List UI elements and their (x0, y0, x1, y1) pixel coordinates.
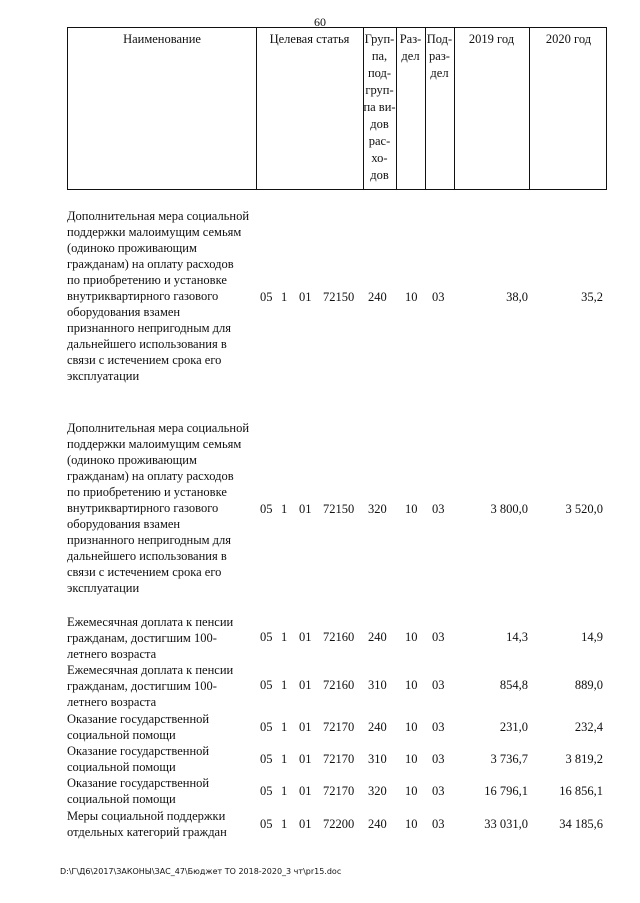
row-name: Ежемесячная доплата к пенсии гражданам, достигшим 100- летнего возраста (67, 615, 234, 661)
section: 10 (405, 817, 418, 831)
amount-2019: 16 796,1 (484, 784, 528, 798)
row-name: Дополнительная мера социальной поддержки малоимущим семьям (одиноко проживающим гражданам) на оплату расходов по приобретению и установке внутриквартирного газового оборудования взамен признанного непригодным для дальнейшего использования в связи с истечением срока его эксплуатации (67, 209, 250, 383)
target-code: 72200 (323, 817, 355, 831)
header-2019: 2019 год (468, 32, 515, 46)
amount-2020: 889,0 (574, 678, 603, 692)
row-name: Оказание государственной социальной помощи (67, 744, 210, 774)
expense-group: 240 (368, 630, 387, 644)
section: 10 (405, 720, 418, 734)
header-2020: 2020 год (545, 32, 592, 46)
target-program: 05 (260, 752, 273, 766)
amount-2020: 232,4 (574, 720, 603, 734)
expense-group: 320 (368, 784, 387, 798)
target-subprogram: 1 (281, 720, 288, 734)
amount-2020: 35,2 (581, 290, 603, 304)
target-program: 05 (260, 502, 273, 516)
header-name: Наименование (123, 32, 201, 46)
amount-2020: 3 819,2 (565, 752, 603, 766)
target-code: 72170 (323, 720, 355, 734)
subsection: 03 (432, 752, 445, 766)
expense-group: 240 (368, 720, 387, 734)
target-event: 01 (299, 290, 312, 304)
row-name: Оказание государственной социальной помощи (67, 712, 210, 742)
target-subprogram: 1 (281, 752, 288, 766)
amount-2020: 34 185,6 (559, 817, 603, 831)
expense-group: 240 (368, 817, 387, 831)
target-code: 72170 (323, 784, 355, 798)
target-event: 01 (299, 678, 312, 692)
header-divider (454, 28, 455, 189)
target-code: 72170 (323, 752, 355, 766)
header-divider (256, 28, 257, 189)
target-event: 01 (299, 784, 312, 798)
target-event: 01 (299, 630, 312, 644)
target-program: 05 (260, 720, 273, 734)
amount-2019: 3 800,0 (490, 502, 528, 516)
amount-2020: 16 856,1 (559, 784, 603, 798)
amount-2019: 38,0 (506, 290, 528, 304)
target-program: 05 (260, 678, 273, 692)
target-event: 01 (299, 752, 312, 766)
subsection: 03 (432, 502, 445, 516)
page-number: 60 (314, 15, 326, 29)
amount-2019: 14,3 (506, 630, 528, 644)
target-event: 01 (299, 720, 312, 734)
row-name: Дополнительная мера социальной поддержки малоимущим семьям (одиноко проживающим гражданам) на оплату расходов по приобретению и установке внутриквартирного газового оборудования взамен признанного непригодным для дальнейшего использования в связи с истечением срока его эксплуатации (67, 421, 250, 595)
expense-group: 310 (368, 678, 387, 692)
section: 10 (405, 678, 418, 692)
row-name: Ежемесячная доплата к пенсии гражданам, достигшим 100- летнего возраста (67, 663, 234, 709)
subsection: 03 (432, 784, 445, 798)
target-program: 05 (260, 784, 273, 798)
target-subprogram: 1 (281, 630, 288, 644)
section: 10 (405, 630, 418, 644)
target-code: 72150 (323, 502, 355, 516)
subsection: 03 (432, 720, 445, 734)
expense-group: 240 (368, 290, 387, 304)
amount-2019: 231,0 (499, 720, 528, 734)
subsection: 03 (432, 678, 445, 692)
section: 10 (405, 502, 418, 516)
file-path-footer: D:\Г\Д6\2017\ЗАКОНЫ\ЗАС_47\Бюджет ТО 2018-2020_3 чт\pr15.doc (60, 867, 342, 876)
section: 10 (405, 784, 418, 798)
target-subprogram: 1 (281, 502, 288, 516)
row-name: Оказание государственной социальной помощи (67, 776, 210, 806)
expense-group: 310 (368, 752, 387, 766)
amount-2019: 854,8 (499, 678, 528, 692)
header-subsection: Под- раз- дел (426, 32, 453, 80)
subsection: 03 (432, 630, 445, 644)
section: 10 (405, 752, 418, 766)
target-code: 72160 (323, 630, 355, 644)
amount-2020: 3 520,0 (565, 502, 603, 516)
header-target-article: Целевая статья (269, 32, 350, 46)
target-code: 72150 (323, 290, 355, 304)
target-subprogram: 1 (281, 290, 288, 304)
header-expense-group: Груп- па, под- груп- па ви- дов рас- хо- дов (363, 32, 396, 182)
header-section: Раз- дел (399, 32, 422, 63)
target-event: 01 (299, 502, 312, 516)
target-program: 05 (260, 290, 273, 304)
target-program: 05 (260, 630, 273, 644)
subsection: 03 (432, 290, 445, 304)
header-divider (529, 28, 530, 189)
amount-2019: 3 736,7 (490, 752, 528, 766)
section: 10 (405, 290, 418, 304)
subsection: 03 (432, 817, 445, 831)
target-subprogram: 1 (281, 678, 288, 692)
table-header (67, 27, 607, 190)
amount-2020: 14,9 (581, 630, 603, 644)
row-name: Меры социальной поддержки отдельных категорий граждан (67, 809, 227, 839)
target-event: 01 (299, 817, 312, 831)
expense-group: 320 (368, 502, 387, 516)
target-subprogram: 1 (281, 784, 288, 798)
target-subprogram: 1 (281, 817, 288, 831)
target-code: 72160 (323, 678, 355, 692)
amount-2019: 33 031,0 (484, 817, 528, 831)
target-program: 05 (260, 817, 273, 831)
